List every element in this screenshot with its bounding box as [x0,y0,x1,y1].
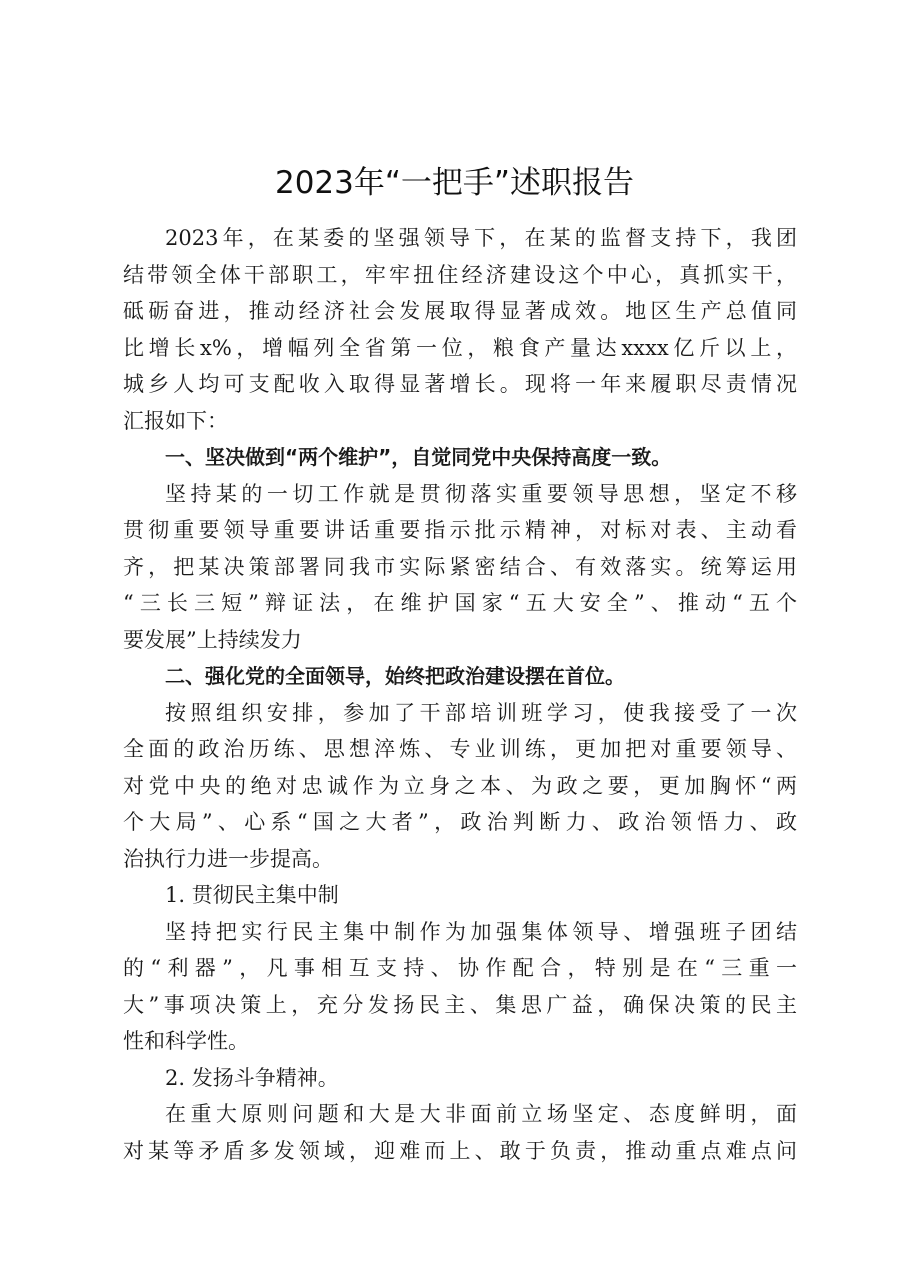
subsection-heading-1: 1. 贯彻民主集中制 [165,883,339,907]
subsection-1-paragraph-line: 坚持把实行民主集中制作为加强集体领导、增强班子团结 [165,919,797,944]
subsection-2-paragraph-line: 在重大原则问题和大是大非面前立场坚定、态度鲜明，面 [165,1102,797,1126]
subsection-2-paragraph-line: 对某等矛盾多发领域，迎难而上、敢于负责，推动重点难点问 [123,1138,797,1163]
section-2-paragraph-line: 个大局”、心系“国之大者”，政治判断力、政治领悟力、政 [123,810,797,834]
section-2-paragraph-line: 按照组织安排，参加了干部培训班学习，使我接受了一次 [165,700,797,725]
section-2-paragraph-line: 全面的政治历练、思想淬炼、专业训练，更加把对重要领导、 [123,737,797,761]
section-1-paragraph-line: 坚持某的一切工作就是贯彻落实重要领导思想，坚定不移 [165,481,797,506]
intro-paragraph-line: 比增长x%，增幅列全省第一位，粮食产量达xxxx亿斤以上， [123,335,797,360]
section-2-paragraph-line: 对党中央的绝对忠诚作为立身之本、为政之要，更加胸怀“两 [123,773,797,798]
subsection-1-paragraph-line: 性和科学性。 [123,1029,249,1053]
section-2-paragraph-line: 治执行力进一步提高。 [123,846,333,871]
document-title: 2023年“一把手”述职报告 [274,165,634,201]
subsection-heading-2: 2. 发扬斗争精神。 [165,1065,339,1090]
intro-paragraph-line: 城乡人均可支配收入取得显著增长。现将一年来履职尽责情况 [123,372,797,396]
subsection-1-paragraph-line: 的“利器”，凡事相互支持、协作配合，特别是在“三重一 [123,956,797,980]
intro-paragraph-line: 汇报如下： [123,408,228,433]
intro-paragraph-line: 结带领全体干部职工，牢牢扭住经济建设这个中心，真抓实干， [123,262,797,287]
intro-paragraph-line: 2023年，在某委的坚强领导下，在某的监督支持下，我团 [165,226,797,250]
section-heading-2: 二、强化党的全面领导，始终把政治建设摆在首位。 [165,664,625,688]
document-body [123,220,797,1169]
section-1-paragraph-line: “三长三短”辩证法，在维护国家“五大安全”、推动“五个 [123,591,797,615]
section-1-paragraph-line: 齐，把某决策部署同我市实际紧密结合、有效落实。统筹运用 [123,554,797,579]
section-1-paragraph-line: 贯彻重要领导重要讲话重要指示批示精神，对标对表、主动看 [123,518,797,542]
section-1-paragraph-line: 要发展”上持续发力 [123,627,302,652]
subsection-1-paragraph-line: 大”事项决策上，充分发扬民主、集思广益，确保决策的民主 [123,992,797,1017]
section-heading-1: 一、坚决做到“两个维护”，自觉同党中央保持高度一致。 [165,445,672,469]
intro-paragraph-line: 砥砺奋进，推动经济社会发展取得显著成效。地区生产总值同 [123,299,797,323]
